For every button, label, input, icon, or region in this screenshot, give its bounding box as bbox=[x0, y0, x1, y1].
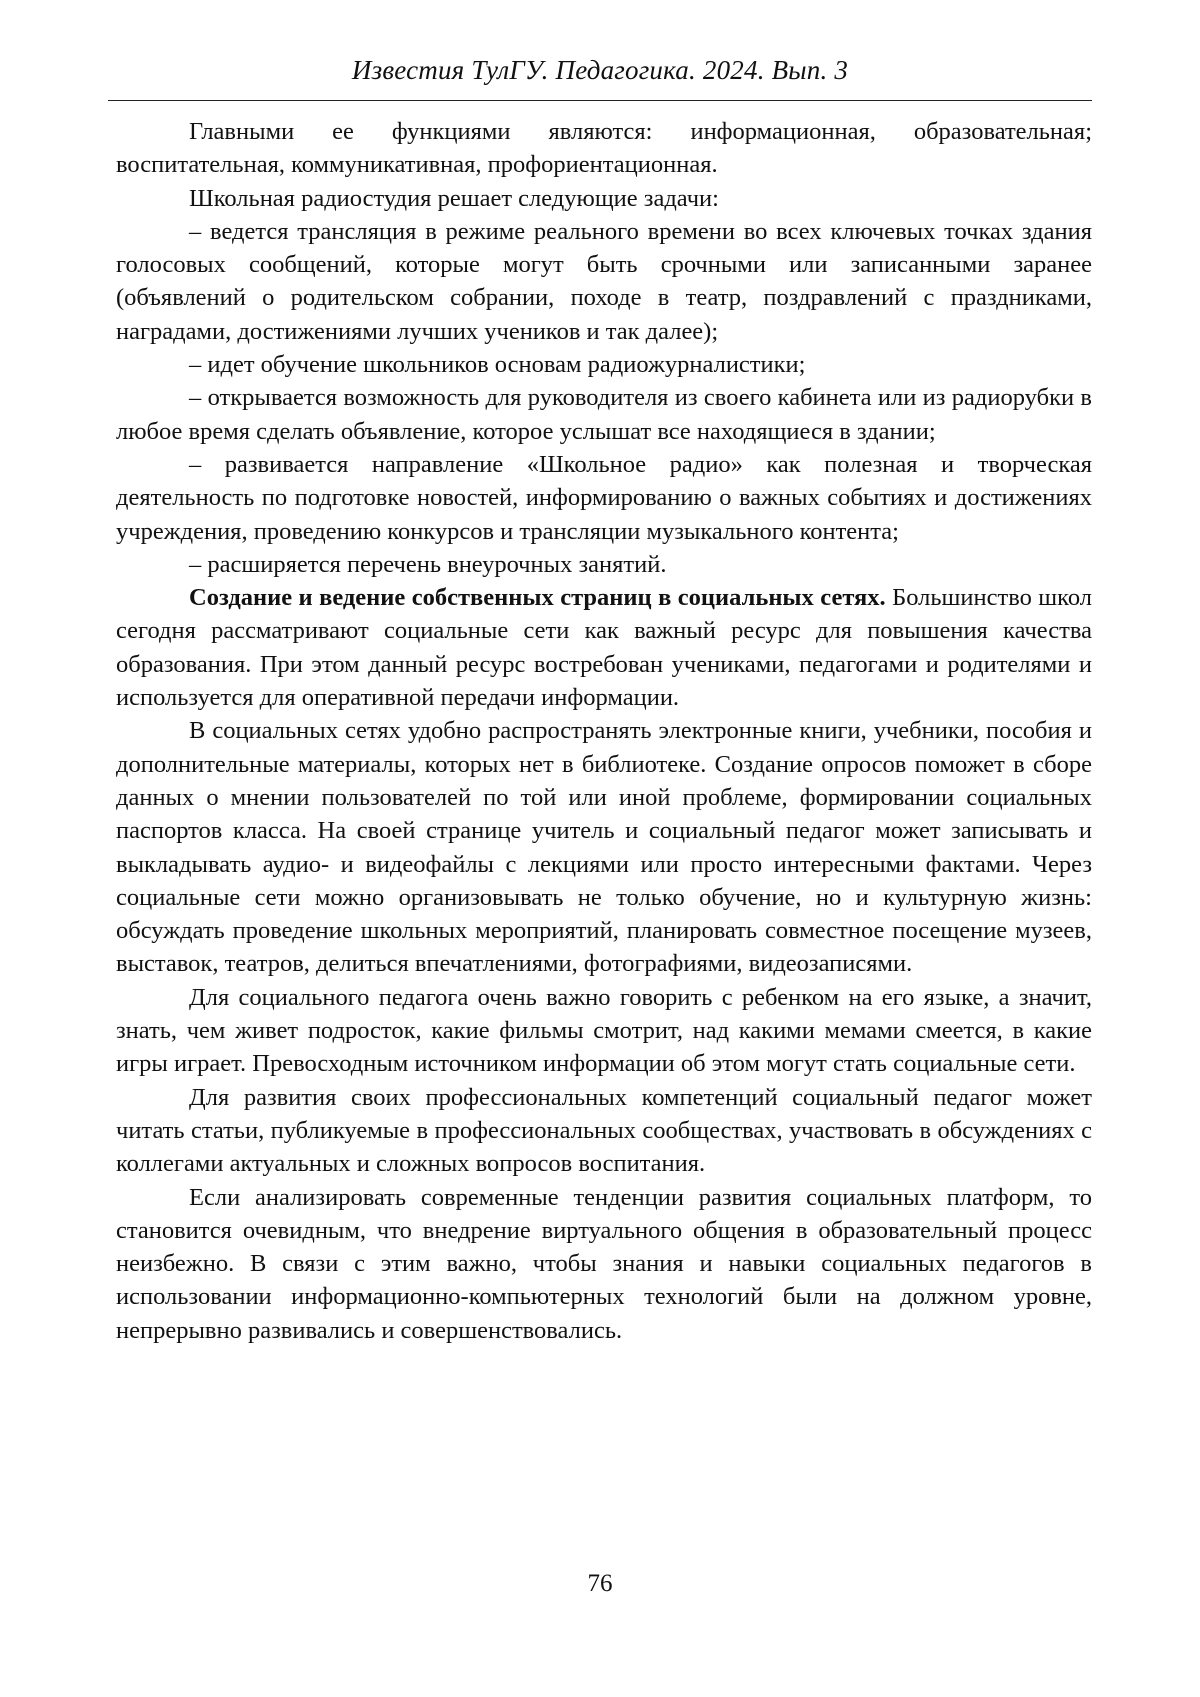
paragraph-tasks-intro bbox=[116, 182, 1092, 215]
paragraph-text: Школьная радиостудия решает следующие задачи: bbox=[189, 184, 719, 212]
section-lead-heading: Создание и ведение собственных страниц в социальных сетях. bbox=[189, 584, 886, 612]
article-body bbox=[116, 115, 1092, 1347]
paragraph-text: Если анализировать современные тенденции развития социальных платформ, то становится очевидным, что внедрение виртуального общения в образовательный процесс неизбежно. В связи с этим важно, чтобы знания и навыки социальных педагогов в использовании информационно-компьютерных технологий были на должном уровне, непрерывно развивались и совершенствовались. bbox=[116, 1183, 1092, 1344]
page-number: 76 bbox=[587, 1570, 613, 1597]
paragraph-functions bbox=[116, 115, 1092, 182]
list-item-announcements bbox=[116, 381, 1092, 448]
list-item-training bbox=[116, 348, 1092, 381]
list-item-text: – расширяется перечень внеурочных занятий. bbox=[189, 550, 667, 578]
header-divider bbox=[108, 100, 1092, 101]
paragraph-text: В социальных сетях удобно распространять электронные книги, учебники, пособия и дополнительные материалы, которых нет в библиотеке. Создание опросов поможет в сборе данных о мнении пользователей по той или иной проблеме, формировании социальных паспортов класса. На своей странице учитель и социальный педагог может записывать и выкладывать аудио- и видеофайлы с лекциями или просто интересными фактами. Через социальные сети можно организовывать не только обучение, но и культурную жизнь: обсуждать проведение школьных мероприятий, планировать совместное посещение музеев, выставок, театров, делиться впечатлениями, фотографиями, видеозаписями. bbox=[116, 717, 1092, 978]
list-item-text: – ведется трансляция в режиме реального времени во всех ключевых точках здания голосовых сообщений, которые могут быть срочными или записанными заранее (объявлений о родительском собрании, походе в театр, поздравлений с праздниками, наградами, достижениями лучших учеников и так далее); bbox=[116, 217, 1092, 345]
list-item-school-radio bbox=[116, 448, 1092, 548]
list-item-text: – идет обучение школьников основам радиожурналистики; bbox=[189, 351, 806, 379]
paragraph-text: Большинство школ сегодня рассматривают социальные сети как важный ресурс для повышения качества образования. При этом данный ресурс востребован учениками, педагогами и родителями и используется для оперативной передачи информации. bbox=[116, 584, 1092, 712]
list-item-extracurricular bbox=[116, 548, 1092, 581]
running-header: Известия ТулГУ. Педагогика. 2024. Вып. 3 bbox=[351, 55, 849, 85]
paragraph-professional-competence bbox=[116, 1081, 1092, 1181]
paragraph-text: Для социального педагога очень важно говорить с ребенком на его языке, а значит, знать, чем живет подросток, какие фильмы смотрит, над какими мемами смеется, в какие игры играет. Превосходным источником информации об этом могут стать социальные сети. bbox=[116, 983, 1092, 1078]
paragraph-text: Главными ее функциями являются: информационная, образовательная; воспитательная, коммуникативная, профориентационная. bbox=[116, 118, 1092, 179]
paragraph-text: Для развития своих профессиональных компетенций социальный педагог может читать статьи, публикуемые в профессиональных сообществах, участвовать в обсуждениях с коллегами актуальных и сложных вопросов воспитания. bbox=[116, 1083, 1092, 1178]
list-item-text: – открывается возможность для руководителя из своего кабинета или из радиорубки в любое время сделать объявление, которое услышат все находящиеся в здании; bbox=[116, 384, 1092, 445]
paragraph-teenager-language bbox=[116, 981, 1092, 1081]
paragraph-social-networks-usage bbox=[116, 714, 1092, 980]
paragraph-conclusion bbox=[116, 1181, 1092, 1347]
list-item-text: – развивается направление «Школьное радио» как полезная и творческая деятельность по подготовке новостей, информированию о важных событиях и достижениях учреждения, проведению конкурсов и трансляции музыкального контента; bbox=[116, 450, 1092, 545]
paragraph-social-pages bbox=[116, 581, 1092, 714]
list-item-broadcast bbox=[116, 215, 1092, 348]
